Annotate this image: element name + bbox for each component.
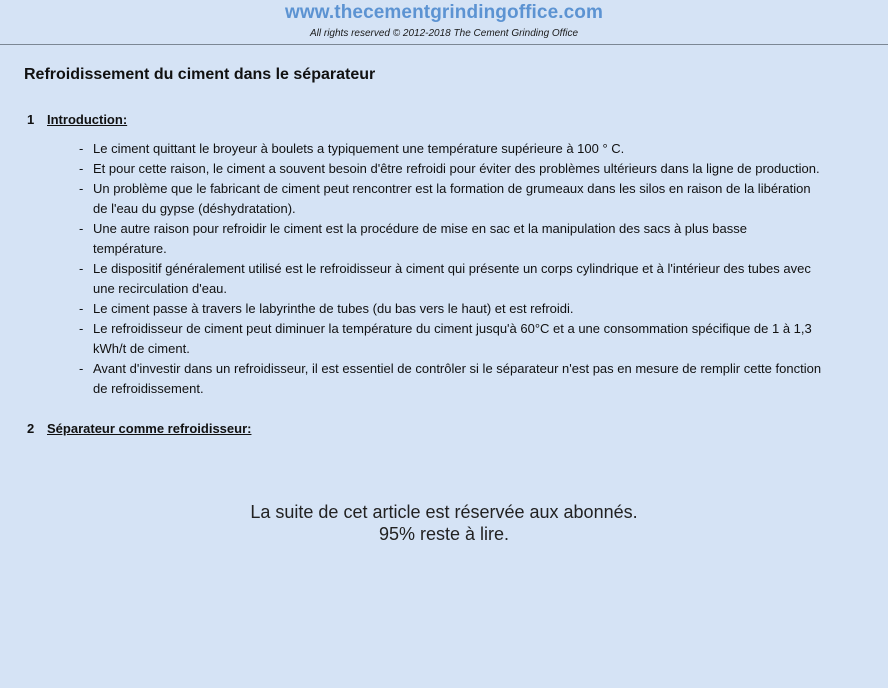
list-item-text: Le ciment quittant le broyeur à boulets a typiquement une température supérieure à 100 ° C. [93, 141, 625, 156]
page-header [0, 0, 888, 45]
list-item-text: Une autre raison pour refroidir le ciment est la procédure de mise en sac et la manipulation des sacs à plus basse température. [93, 221, 747, 256]
article-body [24, 66, 864, 436]
section-title: Introduction: [47, 112, 128, 127]
list-item-text: Le ciment passe à travers le labyrinthe de tubes (du bas vers le haut) et est refroidi. [93, 301, 574, 316]
list-item-text: Avant d'investir dans un refroidisseur, il est essentiel de contrôler si le séparateur n'est pas en mesure de remplir cette fonction de refroidissement. [93, 361, 822, 396]
list-item-text: Et pour cette raison, le ciment a souvent besoin d'être refroidi pour éviter des problèmes ultérieurs dans la ligne de production. [93, 161, 820, 176]
list-item: - Le refroidisseur de ciment peut diminuer la température du ciment jusqu'à 60°C et a une consommation spécifique de 1 à 1,3 kWh/t de ciment. [79, 321, 812, 356]
paywall-overlay [0, 451, 888, 688]
paywall-message [0, 501, 888, 545]
list-item: - Un problème que le fabricant de ciment peut rencontrer est la formation de grumeaux dans les silos en raison de la libération de l'eau du gypse (déshydratation). [79, 181, 811, 216]
list-item: - Le ciment quittant le broyeur à boulets a typiquement une température supérieure à 100 ° C. [79, 141, 625, 156]
list-item-text: Un problème que le fabricant de ciment peut rencontrer est la formation de grumeaux dans les silos en raison de la libération de l'eau du gypse (déshydratation). [93, 181, 811, 216]
list-item: - Une autre raison pour refroidir le ciment est la procédure de mise en sac et la manipulation des sacs à plus basse température. [79, 221, 747, 256]
section-heading-separateur [24, 421, 864, 436]
paywall-remaining-notice: 95% reste à lire. [378, 524, 510, 544]
section-number: 1 [27, 112, 35, 127]
section-number: 2 [27, 421, 35, 436]
section-heading-introduction [24, 112, 864, 127]
list-item-text: Le refroidisseur de ciment peut diminuer la température du ciment jusqu'à 60°C et a une consommation spécifique de 1 à 1,3 kWh/t de ciment. [93, 321, 812, 356]
article-title: Refroidissement du ciment dans le séparateur [24, 66, 376, 83]
site-url-link[interactable]: www.thecementgrindingoffice.com [284, 2, 604, 23]
list-item: - Et pour cette raison, le ciment a souvent besoin d'être refroidi pour éviter des problèmes ultérieurs dans la ligne de production. [79, 161, 820, 176]
list-item: - Le ciment passe à travers le labyrinthe de tubes (du bas vers le haut) et est refroidi. [79, 301, 574, 316]
section-title: Séparateur comme refroidisseur: [47, 421, 252, 436]
list-item: - Avant d'investir dans un refroidisseur, il est essentiel de contrôler si le séparateur n'est pas en mesure de remplir cette fonction de refroidissement. [79, 361, 822, 396]
paywall-subscriber-notice: La suite de cet article est réservée aux abonnés. [250, 502, 638, 522]
list-item: - Le dispositif généralement utilisé est le refroidisseur à ciment qui présente un corps cylindrique et à l'intérieur des tubes avec une recirculation d'eau. [79, 261, 811, 296]
copyright-notice: All rights reserved © 2012-2018 The Cement Grinding Office [309, 28, 579, 39]
list-item-text: Le dispositif généralement utilisé est le refroidisseur à ciment qui présente un corps cylindrique et à l'intérieur des tubes avec une recirculation d'eau. [93, 261, 811, 296]
introduction-bullet-list [24, 139, 864, 399]
